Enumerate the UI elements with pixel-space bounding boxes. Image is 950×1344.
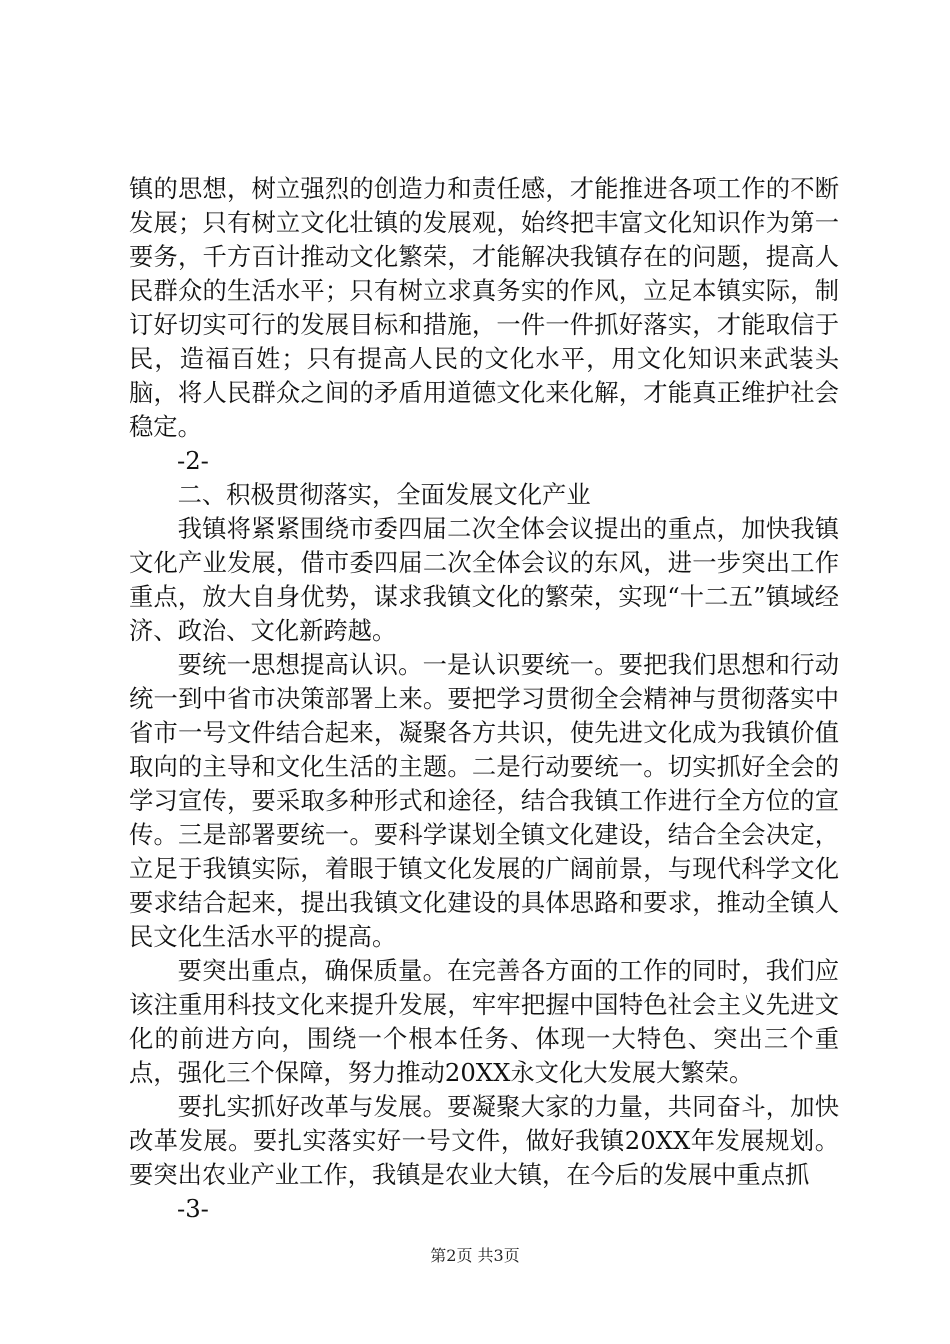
section-heading: 二、积极贯彻落实，全面发展文化产业 [177, 480, 591, 509]
paragraph: 要突出重点，确保质量。在完善各方面的工作的同时，我们应该注重用科技文化来提升发展，牢牢把握中国特色社会主义先进文化的前进方向，围绕一个根本任务、体现一大特色、突出三个重点，强化三个保障，努力推动20XX永文化大发展大繁荣。 [129, 956, 839, 1087]
paragraph: 我镇将紧紧围绕市委四届二次全体会议提出的重点，加快我镇文化产业发展，借市委四届二次全体会议的东风，进一步突出工作重点，放大自身优势，谋求我镇文化的繁荣，实现“十二五”镇域经济、政治、文化新跨越。 [129, 514, 839, 645]
paragraph: 要统一思想提高认识。一是认识要统一。要把我们思想和行动统一到中省市决策部署上来。要把学习贯彻全会精神与贯彻落实中省市一号文件结合起来，凝聚各方共识，使先进文化成为我镇价值取向的主导和文化生活的主题。二是行动要统一。切实抓好全会的学习宣传，要采取多种形式和途径，结合我镇工作进行全方位的宣传。三是部署要统一。要科学谋划全镇文化建设，结合全会决定，立足于我镇实际，着眼于镇文化发展的广阔前景，与现代科学文化要求结合起来，提出我镇文化建设的具体思路和要求，推动全镇人民文化生活水平的提高。 [129, 650, 839, 951]
paragraph: 要扎实抓好改革与发展。要凝聚大家的力量，共同奋斗，加快改革发展。要扎实落实好一号文件，做好我镇20XX年发展规划。要突出农业产业工作，我镇是农业大镇，在今后的发展中重点抓 [129, 1092, 839, 1189]
document-body [129, 172, 839, 1226]
page-footer: 第2页 共3页 [430, 1246, 520, 1265]
paragraph-continuation: 镇的思想，树立强烈的创造力和责任感，才能推进各项工作的不断发展；只有树立文化壮镇的发展观，始终把丰富文化知识作为第一要务，千方百计推动文化繁荣，才能解决我镇存在的问题，提高人民群众的生活水平；只有树立求真务实的作风，立足本镇实际，制订好切实可行的发展目标和措施，一件一件抓好落实，才能取信于民，造福百姓；只有提高人民的文化水平，用文化知识来武装头脑，将人民群众之间的矛盾用道德文化来化解，才能真正维护社会稳定。 [129, 174, 839, 441]
inline-page-number: -3- [177, 1194, 209, 1223]
inline-page-number: -2- [177, 446, 209, 475]
